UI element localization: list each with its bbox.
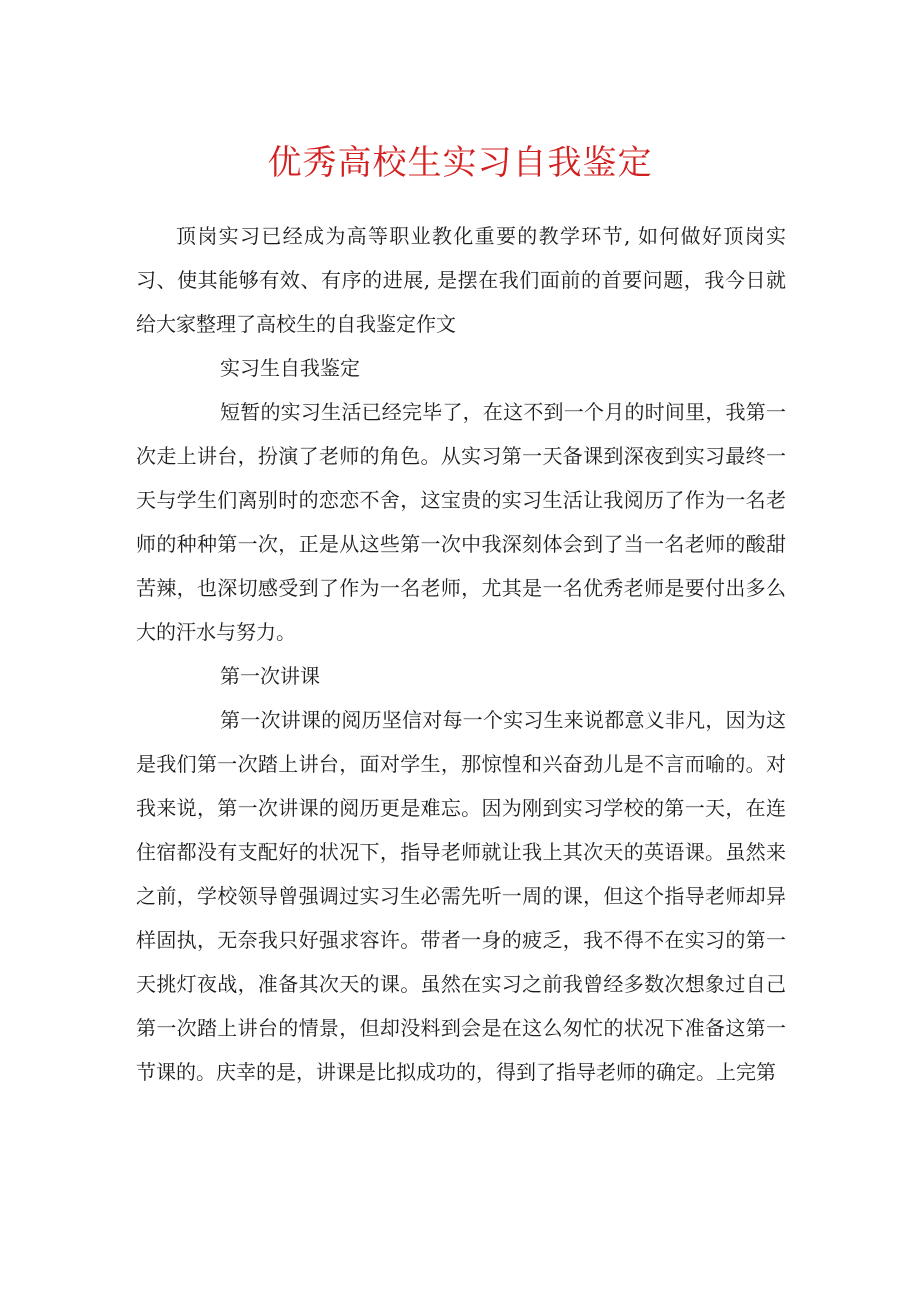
self-evaluation-paragraph: 短暂的实习生活已经完毕了，在这不到一个月的时间里，我第一次走上讲台，扮演了老师的角色。从实习第一天备课到深夜到实习最终一天与学生们离别时的恋恋不舍，这宝贵的实习生活让我阅历了作为一名老师的种种第一次，正是从这些第一次中我深刻体会到了当一名老师的酸甜苦辣，也深切感受到了作为一名老师，尤其是一名优秀老师是要付出多么大的汗水与努力。 — [136, 400, 786, 644]
section-heading-self-evaluation: 实习生自我鉴定 — [220, 356, 360, 380]
intro-paragraph: 顶岗实习已经成为高等职业教化重要的教学环节, 如何做好顶岗实习、使其能够有效、有序的进展, 是摆在我们面前的首要问题，我今日就给大家整理了高校生的自我鉴定作文 — [136, 224, 786, 336]
first-lecture-paragraph: 第一次讲课的阅历坚信对每一个实习生来说都意义非凡，因为这是我们第一次踏上讲台，面对学生，那惊惶和兴奋劲儿是不言而喻的。对我来说，第一次讲课的阅历更是难忘。因为刚到实习学校的第一天，在连住宿都没有支配好的状况下，指导老师就让我上其次天的英语课。虽然来之前，学校领导曾强调过实习生必需先听一周的课，但这个指导老师却异样固执，无奈我只好强求容许。带者一身的疲乏，我不得不在实习的第一天挑灯夜战，准备其次天的课。虽然在实习之前我曾经多数次想象过自己第一次踏上讲台的情景，但却没料到会是在这么匆忙的状况下准备这第一节课的。庆幸的是，讲课是比拟成功的，得到了指导老师的确定。上完第 — [136, 708, 786, 1084]
document-title: 优秀高校生实习自我鉴定 — [267, 143, 653, 183]
document-body — [136, 214, 786, 1094]
section-heading-first-lecture: 第一次讲课 — [220, 664, 320, 688]
